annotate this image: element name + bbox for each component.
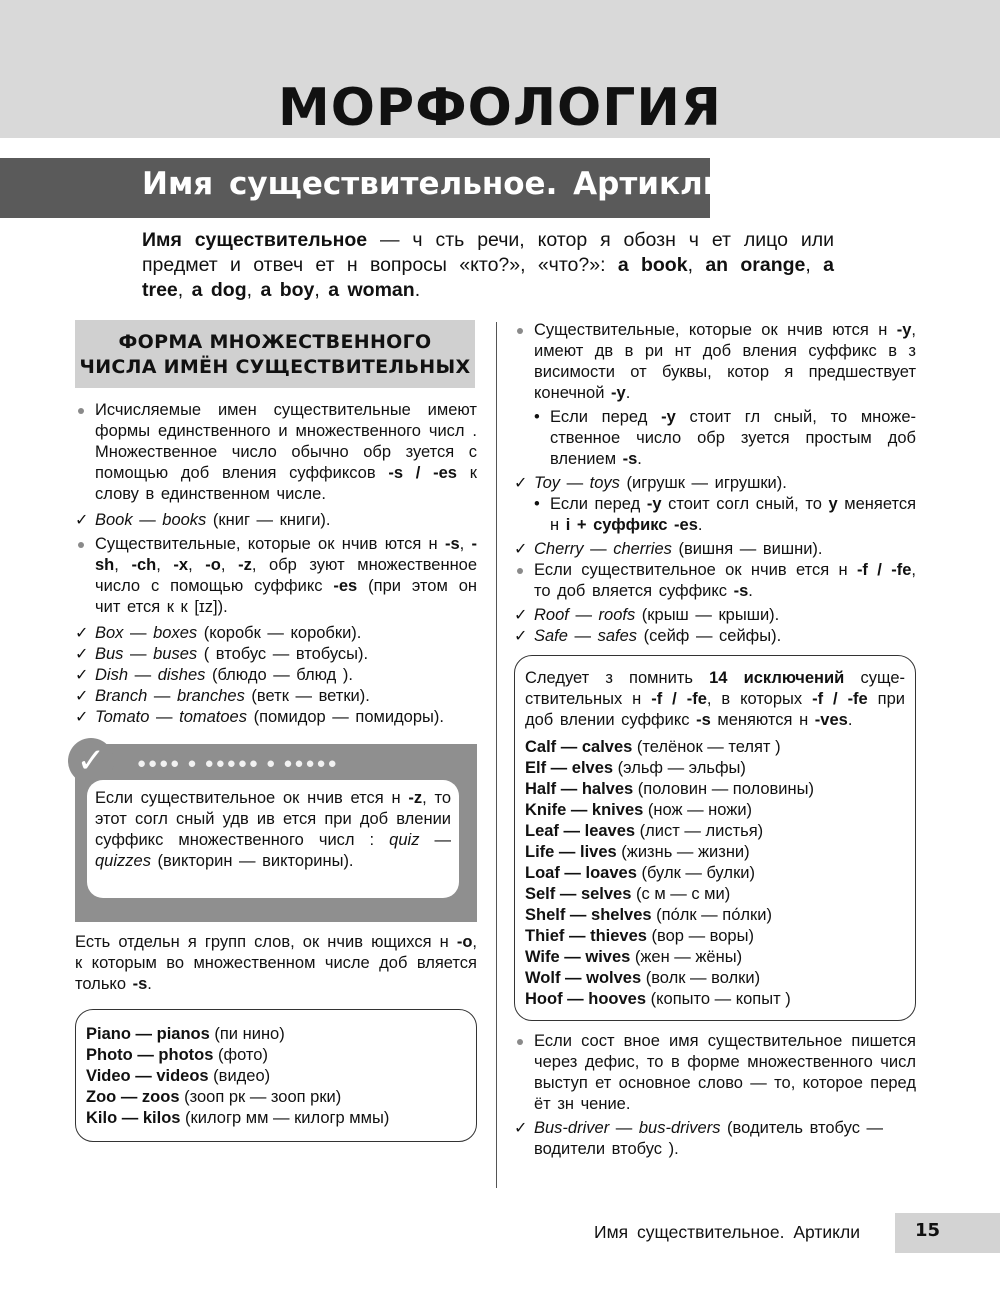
example-item: ✓ Box — boxes (коробк — коробки).: [75, 623, 477, 644]
word-item: Piano — pianos (пи нино): [86, 1025, 285, 1043]
word-item: Video — videos (видео): [86, 1067, 271, 1085]
left-column: [75, 320, 477, 1142]
example-safe: ✓ Safe — safes (сейф — сейфы).: [514, 626, 916, 647]
checkmark-icon: ✓: [68, 738, 114, 784]
word-item: Zoo — zoos (зооп рк — зооп рки): [86, 1088, 342, 1106]
word-item: Wolf — wolves (волк — волки): [525, 969, 761, 987]
word-item: Life — lives (жизнь — жизни): [525, 843, 750, 861]
example-bus-driver: ✓ Bus-driver — bus-drivers (водитель втобус — водители втобус ).: [514, 1118, 916, 1160]
word-item: Calf — calves (телёнок — телят ): [525, 738, 781, 756]
word-item: Self — selves (с м — с ми): [525, 885, 731, 903]
example-cherry: ✓ Cherry — cherries (вишня — вишни).: [514, 539, 916, 560]
example-item: ✓ Bus — buses ( втобус — втобусы).: [75, 644, 477, 665]
right-column: [514, 320, 916, 1160]
word-item: Shelf — shelves (по́лк — по́лки): [525, 906, 772, 924]
note-box: [75, 744, 477, 922]
word-item: Wife — wives (жен — жёны): [525, 948, 743, 966]
note-dots: ●●●● ● ●●●●● ● ●●●●●: [137, 755, 339, 772]
subrule-vowel-y: • Если перед -y стоит гл сный, то множественное число обр зуется простым доб влением -s.: [514, 407, 916, 470]
example-roof: ✓ Roof — roofs (крыш — крыши).: [514, 605, 916, 626]
example-item: ✓ Tomato — tomatoes (помидор — помидоры).: [75, 707, 477, 728]
word-item: Kilo — kilos (килогр мм — килогр ммы): [86, 1109, 390, 1127]
example-item: ✓ Branch — branches (ветк — ветки).: [75, 686, 477, 707]
subrule-consonant-y: • Если перед -y стоит согл сный, то y меняется н i + суффикс -es.: [514, 494, 916, 536]
o-group-paragraph: Есть отдельн я групп слов, ок нчив ющихся н -o, к которым во множественном числе доб вляется только -s.: [75, 933, 477, 993]
plural-form-heading: ФОРМА МНОЖЕСТВЕННОГО ЧИСЛА ИМЁН СУЩЕСТВИТЕЛЬНЫХ: [75, 320, 475, 388]
word-item: Leaf — leaves (лист — листья): [525, 822, 764, 840]
rule-sibilants: Существительные, которые ок нчив ются н -s, -sh, -ch, -x, -o, -z, обр зуют множественное число с помощью суффикс -es (при этом он чит ется к к [ɪz]).: [75, 534, 477, 618]
intro-paragraph: Имя существительное — ч сть речи, котор я обозн ч ет лицо или предмет и отвеч ет н вопросы «кто?», «что?»: a book, an orange, a tree, a dog, a boy, a woman.: [142, 229, 834, 301]
example-item: ✓ Dish — dishes (блюдо — блюд ).: [75, 665, 477, 686]
section-title: Имя существительное. Артикли: [142, 166, 725, 202]
rule-countable: Исчисляемые имен существительные имеют формы единственного и множественного числ . Множественное число обычно обр зуется с помощью доб вления суффиксов -s / -es к слову в единственном числе.: [75, 400, 477, 505]
page-number: 15: [915, 1220, 941, 1241]
word-item: Knife — knives (нож — ножи): [525, 801, 753, 819]
word-item: Hoof — hooves (копыто — копыт ): [525, 990, 791, 1008]
word-item: Loaf — loaves (булк — булки): [525, 864, 755, 882]
rule-y-ending: Существительные, которые ок нчив ются н -y, имеют дв в ри нт доб вления суффикс в з висимости от буквы, котор я предшествует конечной -y.: [514, 320, 916, 404]
note-content: Если существительное ок нчив ется н -z, то этот согл сный удв ив ется при доб влении суффикс множественного числ : quiz — quizzes (викторин — викторины).: [87, 780, 459, 898]
word-item: Elf — elves (эльф — эльфы): [525, 759, 746, 777]
example-book: ✓ Book — books (книг — книги).: [75, 510, 477, 531]
page-number-box: [895, 1213, 1000, 1253]
example-toy: ✓ Toy — toys (игрушк — игрушки).: [514, 473, 916, 494]
footer-section-title: Имя существительное. Артикли: [594, 1222, 861, 1242]
page-title: МОРФОЛОГИЯ: [278, 78, 722, 138]
o-words-box: [75, 1009, 477, 1142]
exceptions-intro: Следует з помнить 14 исключений существительных н -f / -fe, в которых -f / -fe при доб влении суффикс -s меняются н -ves.: [525, 669, 906, 729]
exceptions-box: [514, 655, 916, 1021]
word-item: Thief — thieves (вор — воры): [525, 927, 754, 945]
column-divider: [496, 322, 497, 1188]
word-item: Half — halves (половин — половины): [525, 780, 814, 798]
word-item: Photo — photos (фото): [86, 1046, 268, 1064]
rule-compound: Если сост вное имя существительное пишется через дефис, то в форме множественного числ выступ ет основное слово — то, которое перед ёт зн чение.: [514, 1031, 916, 1115]
rule-f-ending: Если существительное ок нчив ется н -f / -fe, то доб вляется суффикс -s.: [514, 560, 916, 602]
